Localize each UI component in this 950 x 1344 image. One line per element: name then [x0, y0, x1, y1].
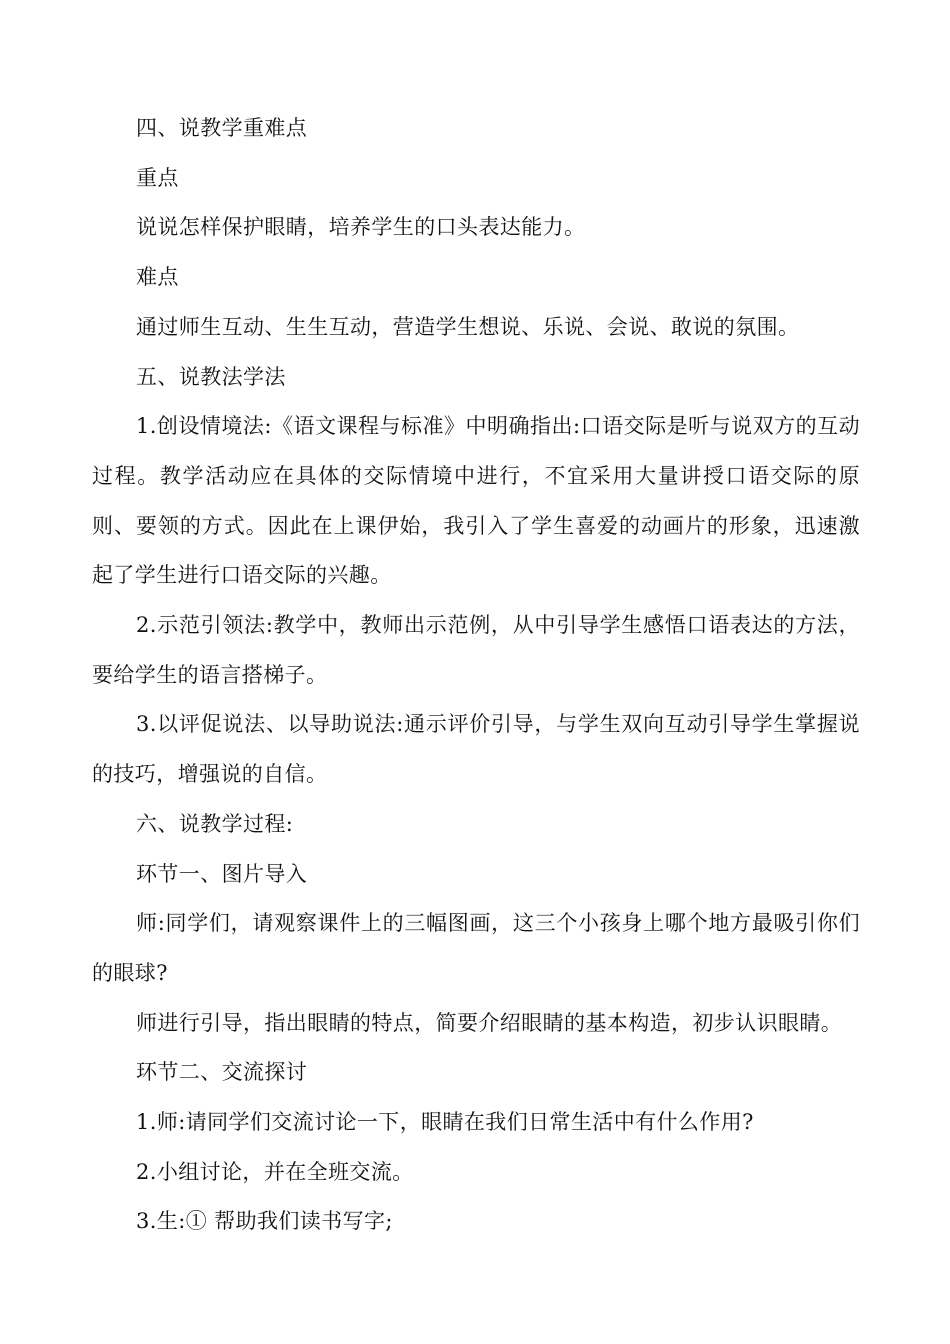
subheading-key-point: 重点 [136, 165, 179, 190]
paragraph-teacher-question: 师:同学们，请观察课件上的三幅图画，这三个小孩身上哪个地方最吸引你们的眼球? [92, 911, 860, 985]
subheading-difficult-point: 难点 [136, 265, 179, 290]
paragraph-method-3: 3.以评促说法、以导助说法:通示评价引导，与学生双向互动引导学生掌握说的技巧，增强说的自信。 [92, 712, 860, 787]
subheading-step-one: 环节一、图片导入 [136, 861, 308, 886]
document-body [92, 104, 860, 1247]
subheading-step-two: 环节二、交流探讨 [136, 1060, 308, 1085]
list-item-3: 3.生:① 帮助我们读书写字; [136, 1209, 393, 1234]
paragraph-key-point: 说说怎样保护眼睛，培养学生的口头表达能力。 [136, 215, 586, 240]
paragraph-method-2: 2.示范引领法:教学中，教师出示范例，从中引导学生感悟口语表达的方法，要给学生的语言搭梯子。 [92, 613, 860, 687]
paragraph-teacher-guide: 师进行引导，指出眼睛的特点，简要介绍眼睛的基本构造，初步认识眼睛。 [136, 1010, 843, 1035]
list-item-1: 1.师:请同学们交流讨论一下，眼睛在我们日常生活中有什么作用? [136, 1110, 754, 1135]
heading-four: 四、说教学重难点 [136, 116, 308, 140]
paragraph-method-1: 1.创设情境法:《语文课程与标准》中明确指出:口语交际是听与说双方的互动过程。教学活动应在具体的交际情境中进行，不宜采用大量讲授口语交际的原则、要领的方式。因此在上课伊始，我引入了学生喜爱的动画片的形象，迅速激起了学生进行口语交际的兴趣。 [92, 414, 860, 588]
list-item-2: 2.小组讨论，并在全班交流。 [136, 1159, 414, 1184]
heading-five: 五、说教法学法 [136, 364, 286, 389]
paragraph-difficult-point: 通过师生互动、生生互动，营造学生想说、乐说、会说、敢说的氛围。 [136, 314, 800, 339]
heading-six: 六、说教学过程: [136, 811, 294, 836]
